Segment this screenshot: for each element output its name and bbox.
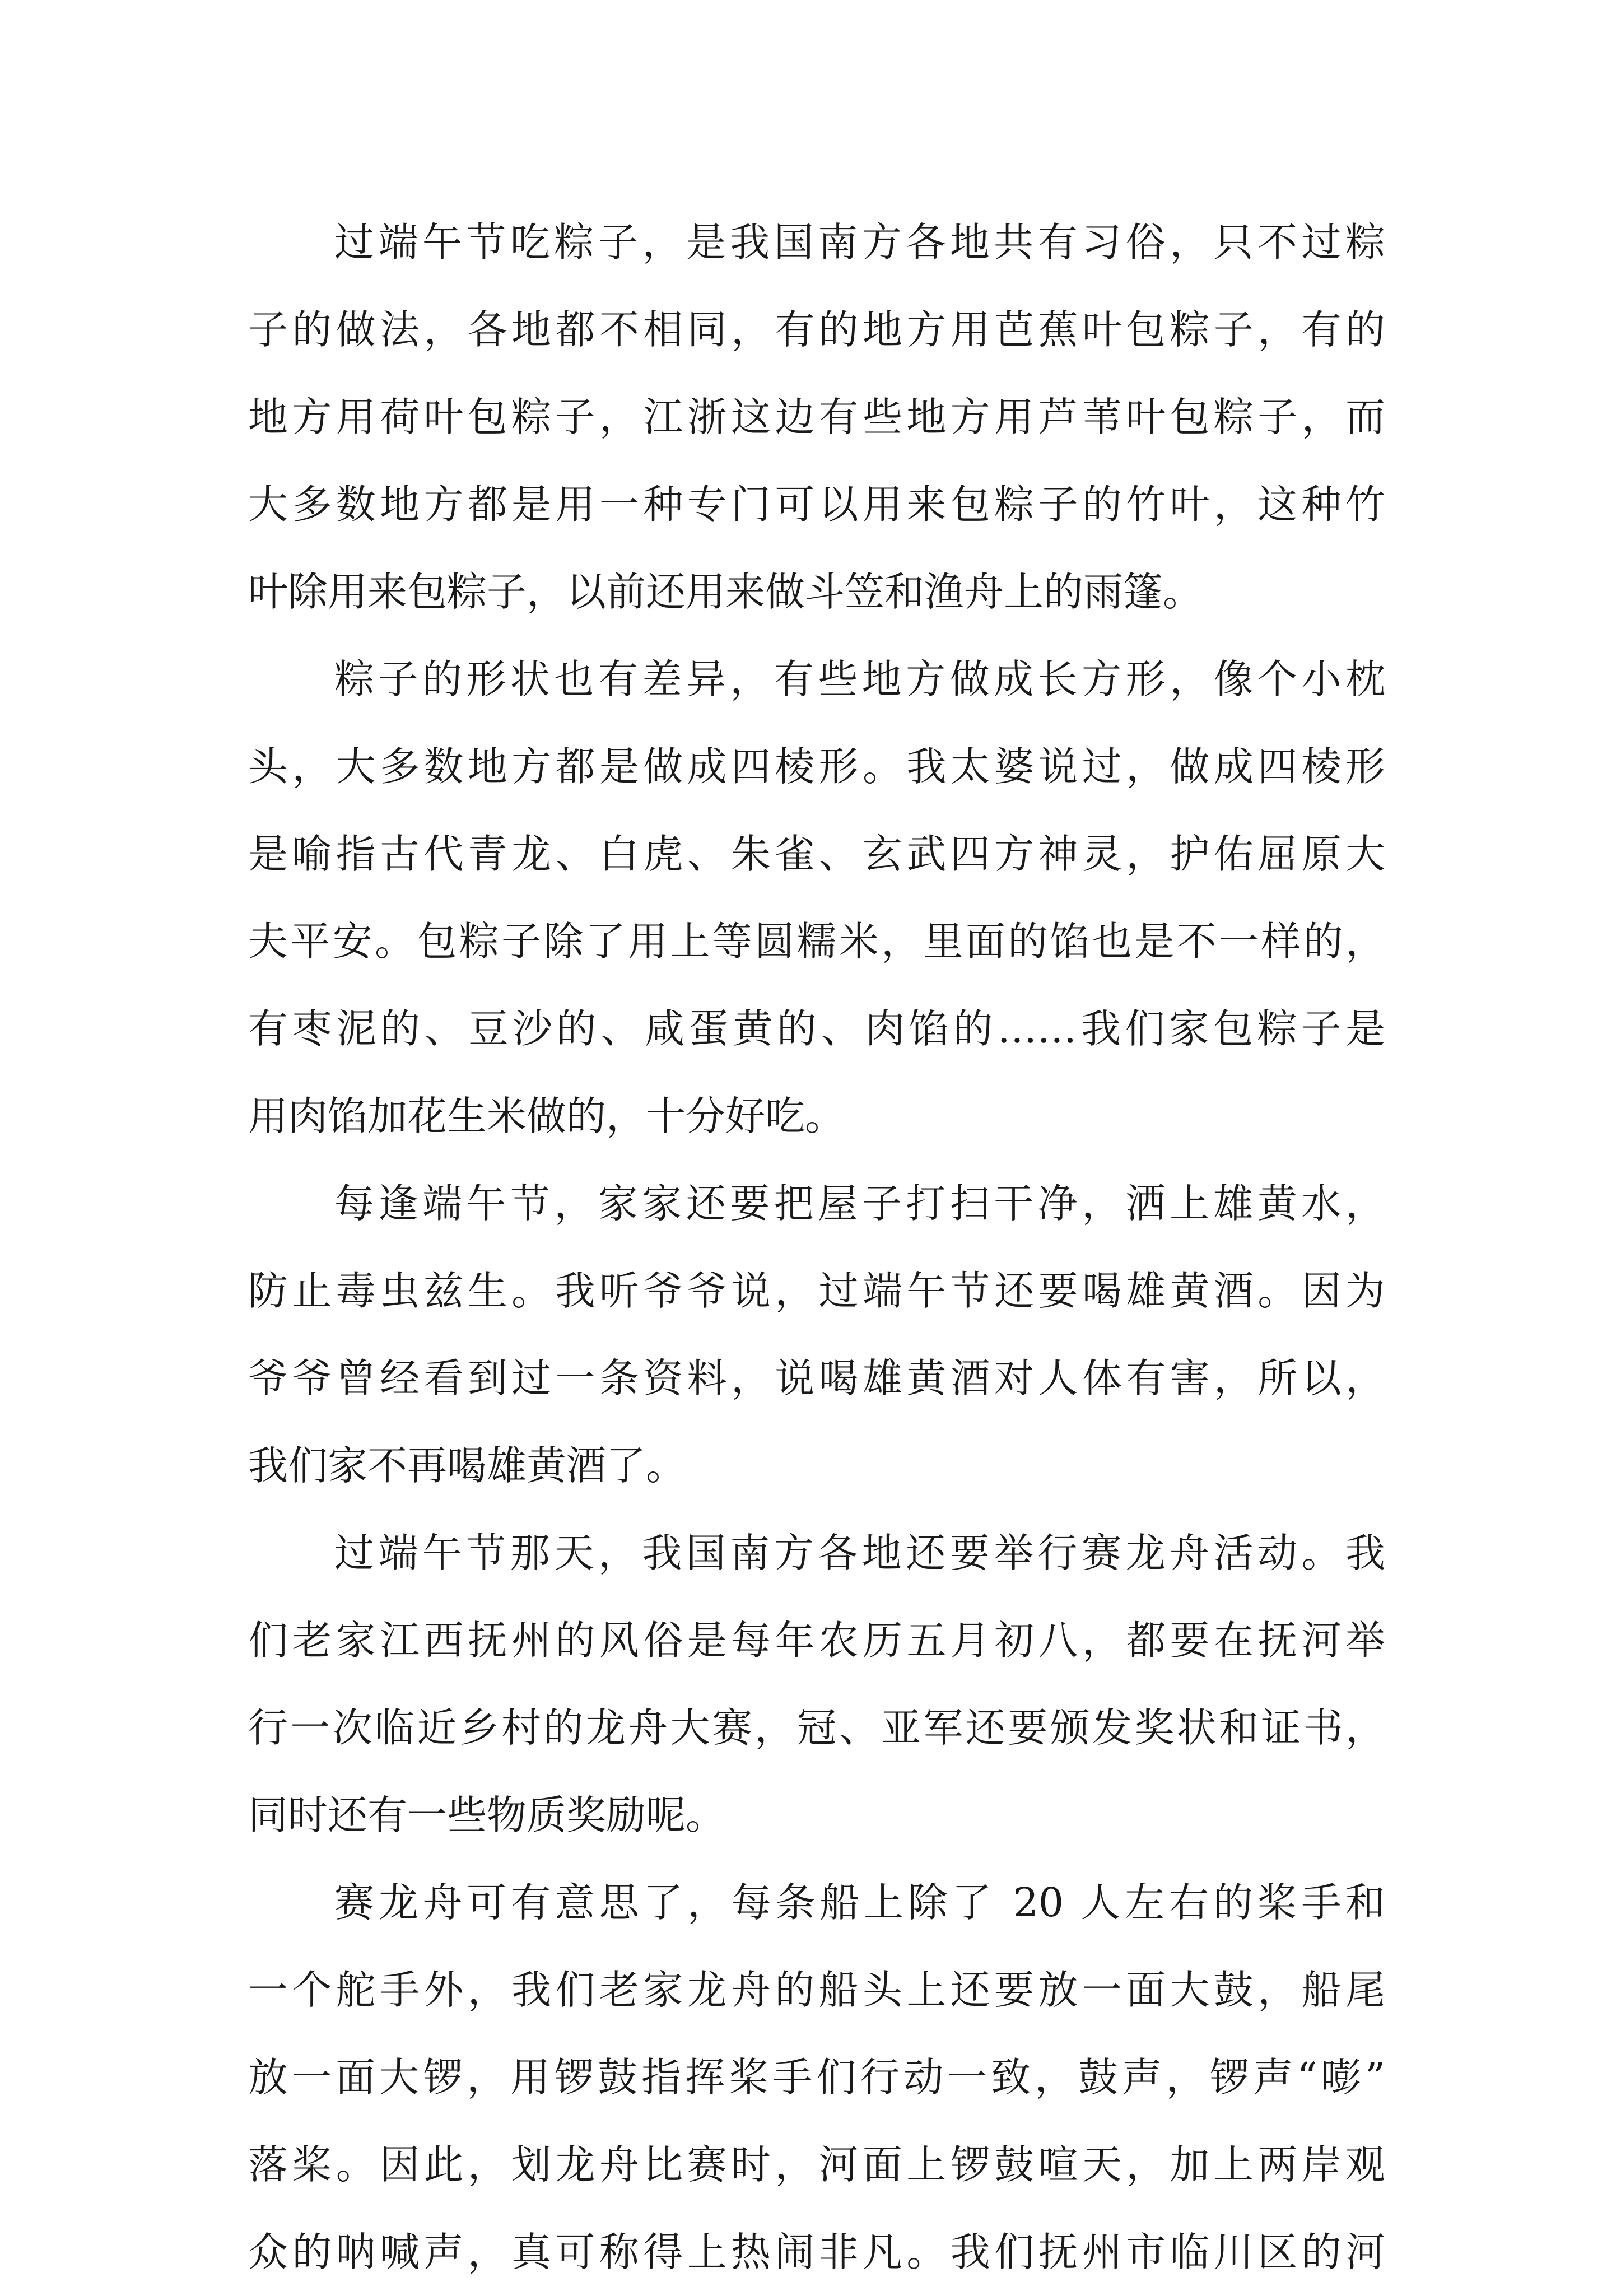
article-body <box>248 199 1385 2296</box>
text-line: 我们家不再喝雄黄酒了。 <box>248 1442 686 1489</box>
text-line: 叶除用来包粽子，以前还用来做斗笠和渔舟上的雨篷。 <box>248 569 1203 615</box>
text-line: 用肉馅加花生米做的，十分好吃。 <box>248 1093 845 1139</box>
text-line: 们老家江西抚州的风俗是每年农历五月初八，都要在抚河举 <box>248 1617 1385 1664</box>
text-line: 每逢端午节，家家还要把屋子打扫干净，洒上雄黄水， <box>334 1180 1385 1227</box>
text-line: 防止毒虫兹生。我听爷爷说，过端午节还要喝雄黄酒。因为 <box>248 1268 1385 1314</box>
text-line: 过端午节那天，我国南方各地还要举行赛龙舟活动。我 <box>334 1530 1385 1576</box>
text-line: 子的做法，各地都不相同，有的地方用芭蕉叶包粽子，有的 <box>248 306 1385 353</box>
text-line: 粽子的形状也有差异，有些地方做成长方形，像个小枕 <box>334 656 1385 702</box>
text-line: 头，大多数地方都是做成四棱形。我太婆说过，做成四棱形 <box>248 743 1385 790</box>
text-line: 有枣泥的、豆沙的、咸蛋黄的、肉馅的……我们家包粽子是 <box>248 1005 1385 1052</box>
text-line: 众的呐喊声，真可称得上热闹非凡。我们抚州市临川区的河 <box>248 2229 1385 2275</box>
text-line: 大多数地方都是用一种专门可以用来包粽子的竹叶，这种竹 <box>248 481 1385 528</box>
text-line: 过端午节吃粽子，是我国南方各地共有习俗，只不过粽 <box>334 219 1385 266</box>
text-line: 放一面大锣，用锣鼓指挥桨手们行动一致，鼓声，锣声“嘭” <box>248 2054 1385 2101</box>
text-line: 落桨。因此，划龙舟比赛时，河面上锣鼓喧天，加上两岸观 <box>248 2141 1385 2188</box>
text-line: 同时还有一些物质奖励呢。 <box>248 1792 726 1838</box>
text-line: 夫平安。包粽子除了用上等圆糯米，里面的馅也是不一样的， <box>248 918 1385 965</box>
text-line: 行一次临近乡村的龙舟大赛，冠、亚军还要颁发奖状和证书， <box>248 1704 1385 1751</box>
text-line: 赛龙舟可有意思了，每条船上除了 20 人左右的桨手和 <box>334 1879 1385 1926</box>
text-line: 爷爷曾经看到过一条资料，说喝雄黄酒对人体有害，所以， <box>248 1355 1385 1401</box>
text-line: 地方用荷叶包粽子，江浙这边有些地方用芦苇叶包粽子，而 <box>248 394 1385 440</box>
text-line: 一个舵手外，我们老家龙舟的船头上还要放一面大鼓，船尾 <box>248 1967 1385 2013</box>
text-line: 是喻指古代青龙、白虎、朱雀、玄武四方神灵，护佑屈原大 <box>248 831 1385 877</box>
